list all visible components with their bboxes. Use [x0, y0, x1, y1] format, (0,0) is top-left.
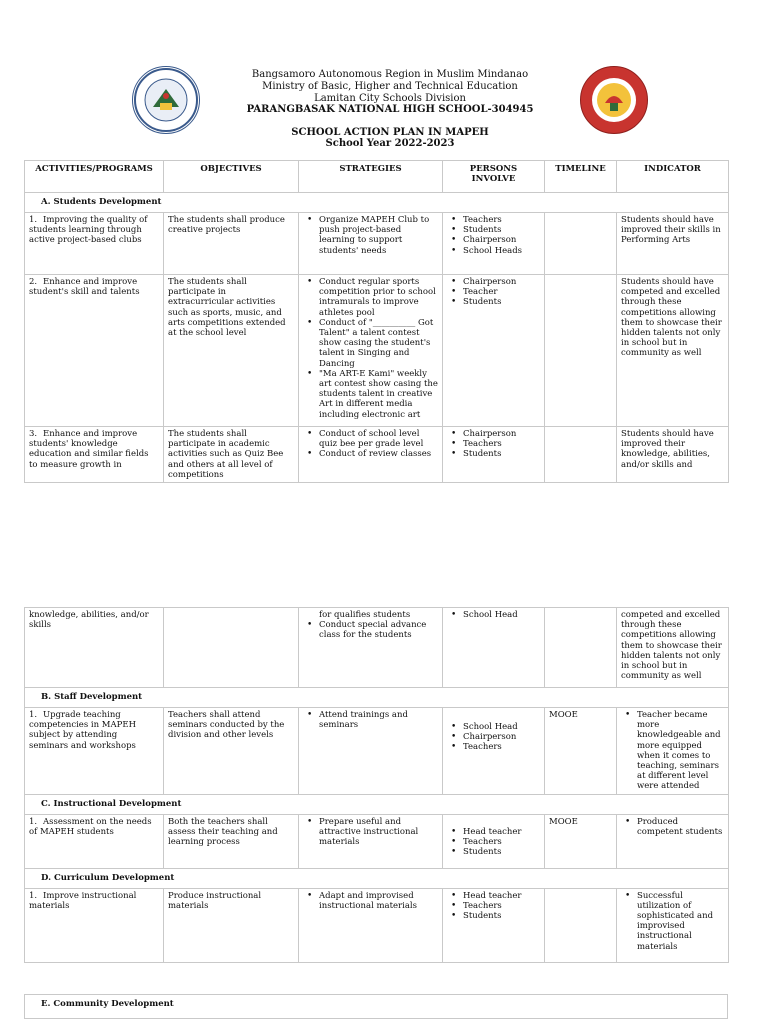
action-plan-table-page2 — [24, 607, 729, 963]
persons-cell — [443, 708, 545, 795]
col-strategies: STRATEGIES — [299, 161, 443, 193]
col-objectives: OBJECTIVES — [164, 161, 299, 193]
section-row — [25, 995, 728, 1019]
person-item: • Head teacher — [463, 827, 540, 837]
strategy-item: • Attend trainings and seminars — [319, 710, 438, 730]
school-name-text: PARANGBASAK NATIONAL HIGH SCHOOL-304945 — [246, 104, 534, 115]
school-year — [180, 139, 600, 150]
school-year-text: School Year 2022-2023 — [325, 138, 455, 149]
community-development-table — [24, 994, 728, 1019]
strategy-item: • Conduct of review classes — [319, 449, 438, 459]
indicator-item: • Teacher became more knowledgeable and more equipped when it comes to teaching, seminars at different level were attended — [637, 710, 724, 792]
person-item: • Students — [463, 449, 540, 459]
person-item: • Chairperson — [463, 277, 540, 287]
objective-cell: Produce instructional materials — [164, 888, 299, 962]
strategies-cell — [299, 427, 443, 483]
table-row — [25, 427, 729, 483]
persons-cell — [443, 427, 545, 483]
strategies-cell — [299, 708, 443, 795]
persons-cell — [443, 814, 545, 868]
row-number: 3. — [29, 429, 38, 439]
activity-text: Upgrade teaching competencies in MAPEH subject by attending seminars and workshops — [29, 710, 136, 751]
action-plan-table-page1 — [24, 160, 729, 483]
activity-cell — [25, 275, 164, 427]
timeline-cell — [545, 427, 617, 483]
activity-cell: knowledge, abilities, and/or skills — [25, 608, 164, 688]
activity-text: Enhance and improve student's skill and talents — [29, 277, 140, 298]
timeline-cell: MOOE — [545, 708, 617, 795]
row-number: 1. — [29, 890, 38, 901]
objective-cell — [164, 608, 299, 688]
division-line: Lamitan City Schools Division — [314, 93, 466, 104]
person-item: • Teacher — [463, 287, 540, 297]
section-row — [25, 688, 729, 708]
col-timeline: TIMELINE — [545, 161, 617, 193]
indicator-item: • Produced competent students — [637, 817, 724, 837]
plan-title — [180, 128, 600, 139]
section-row — [25, 193, 729, 213]
section-row — [25, 868, 729, 888]
persons-cell — [443, 608, 545, 688]
activity-text: Assessment on the needs of MAPEH students — [29, 816, 152, 837]
activity-cell — [25, 888, 164, 962]
activity-cell — [25, 708, 164, 795]
col-persons: PERSONS INVOLVE — [443, 161, 545, 193]
section-title: C. Instructional Development — [25, 794, 729, 814]
indicator-item: • Successful utilization of sophisticated and improvised instructional materials — [637, 891, 724, 952]
col-activities: ACTIVITIES/PROGRAMS — [25, 161, 164, 193]
strategy-item: • "Ma ART-E Kami" weekly art contest show casing the students talent in creative Art in different media including electronic art — [319, 369, 438, 420]
activity-text: Improving the quality of students learning through active project-based clubs — [29, 215, 148, 246]
strategy-item: • Conduct of "__________ Got Talent" a talent contest show casing the student's talent in Singing and Dancing — [319, 318, 438, 369]
strategy-item: • Conduct special advance class for the students — [319, 620, 438, 640]
ministry-line: Ministry of Basic, Higher and Technical Education — [262, 81, 518, 92]
person-item: • Chairperson — [463, 429, 540, 439]
person-item: • Teachers — [463, 901, 540, 911]
objective-cell: The students shall produce creative projects — [164, 213, 299, 275]
row-number: 1. — [29, 215, 38, 225]
table-header-row — [25, 161, 729, 193]
person-item: • School Heads — [463, 246, 540, 256]
strategy-item: • Organize MAPEH Club to push project-based learning to support students' needs — [319, 215, 438, 256]
person-item: • Chairperson — [463, 732, 540, 742]
strategies-cell — [299, 213, 443, 275]
timeline-cell — [545, 888, 617, 962]
row-number: 2. — [29, 277, 38, 287]
row-number: 1. — [29, 816, 38, 827]
objective-cell: The students shall participate in extracurricular activities such as sports, music, and arts competitions extended at the school level — [164, 275, 299, 427]
indicator-cell — [617, 708, 729, 795]
objective-cell: The students shall participate in academic activities such as Quiz Bee and others at all level of competitions — [164, 427, 299, 483]
strategy-item: • Conduct regular sports competition prior to school intramurals to improve athletes pool — [319, 277, 438, 318]
section-title: E. Community Development — [25, 995, 728, 1019]
person-item: • School Head — [463, 610, 540, 620]
person-item: • Teachers — [463, 215, 540, 225]
strategies-cell — [299, 275, 443, 427]
strategies-cell — [299, 888, 443, 962]
section-row — [25, 794, 729, 814]
row-number: 1. — [29, 710, 38, 720]
table-row — [25, 708, 729, 795]
person-item: • Students — [463, 297, 540, 307]
indicator-cell: competed and excelled through these competitions allowing them to showcase their hidden talents not only in school but in community as well — [617, 608, 729, 688]
indicator-cell — [617, 814, 729, 868]
strategy-item: • Adapt and improvised instructional materials — [319, 891, 438, 911]
person-item: • Head teacher — [463, 891, 540, 901]
section-title: B. Staff Development — [25, 688, 729, 708]
section-title: A. Students Development — [25, 193, 729, 213]
person-item: • Chairperson — [463, 235, 540, 245]
persons-cell — [443, 213, 545, 275]
person-item: • Students — [463, 911, 540, 921]
strategies-cell — [299, 814, 443, 868]
person-item: • Students — [463, 847, 540, 857]
activity-text: Enhance and improve students' knowledge education and similar fields to measure growth in — [29, 429, 149, 470]
indicator-cell — [617, 888, 729, 962]
objective-cell: Teachers shall attend seminars conducted by the division and other levels — [164, 708, 299, 795]
plan-title-text: SCHOOL ACTION PLAN IN MAPEH — [291, 127, 489, 138]
timeline-cell — [545, 275, 617, 427]
col-indicator: INDICATOR — [617, 161, 729, 193]
region-line: Bangsamoro Autonomous Region in Muslim Mindanao — [251, 69, 529, 80]
activity-cell — [25, 213, 164, 275]
activity-cell — [25, 427, 164, 483]
strategy-item: • Prepare useful and attractive instructional materials — [319, 817, 438, 848]
person-item: • Teachers — [463, 837, 540, 847]
person-item: • Teachers — [463, 742, 540, 752]
strategies-cell — [299, 608, 443, 688]
objective-cell: Both the teachers shall assess their teaching and learning process — [164, 814, 299, 868]
strategy-continued: for qualifies students — [319, 610, 411, 620]
persons-cell — [443, 275, 545, 427]
activity-text: Improve instructional materials — [29, 890, 137, 911]
person-item: • School Head — [463, 722, 540, 732]
timeline-cell — [545, 213, 617, 275]
indicator-cell: Students should have improved their skills in Performing Arts — [617, 213, 729, 275]
timeline-cell: MOOE — [545, 814, 617, 868]
table-row — [25, 213, 729, 275]
indicator-cell: Students should have competed and excelled through these competitions allowing them to showcase their hidden talents not only in school but in community as well — [617, 275, 729, 427]
strategy-item: • Conduct of school level quiz bee per grade level — [319, 429, 438, 449]
persons-cell — [443, 888, 545, 962]
activity-cell — [25, 814, 164, 868]
table-row — [25, 888, 729, 962]
school-name — [180, 105, 600, 116]
indicator-cell: Students should have improved their knowledge, abilities, and/or skills and — [617, 427, 729, 483]
table-row — [25, 608, 729, 688]
timeline-cell — [545, 608, 617, 688]
person-item: • Teachers — [463, 439, 540, 449]
person-item: • Students — [463, 225, 540, 235]
table-row — [25, 275, 729, 427]
table-row — [25, 814, 729, 868]
section-title: D. Curriculum Development — [25, 868, 729, 888]
